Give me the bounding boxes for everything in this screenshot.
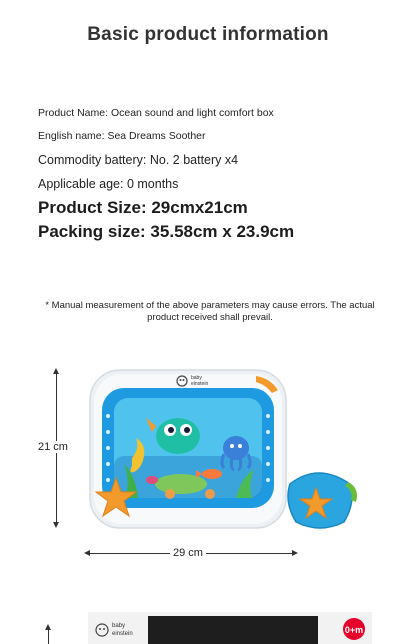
age-info: Applicable age: 0 months bbox=[38, 177, 179, 191]
package-box bbox=[88, 612, 372, 644]
height-label: 21 cm bbox=[35, 441, 71, 453]
width-label: 29 cm bbox=[170, 547, 206, 559]
product-image bbox=[86, 366, 366, 538]
brand-text-2: einstein bbox=[191, 381, 209, 387]
english-name: English name: Sea Dreams Soother bbox=[38, 130, 206, 142]
package-brand-text: baby bbox=[112, 623, 126, 629]
remote-shell-icon bbox=[288, 473, 357, 528]
packing-size: Packing size: 35.58cm x 23.9cm bbox=[38, 222, 295, 241]
measurement-note: * Manual measurement of the above parameters may cause errors. The actual product received shall prevail. bbox=[45, 300, 375, 323]
package-brand-text-2: einstein bbox=[112, 631, 133, 637]
turtle-icon bbox=[156, 418, 200, 454]
product-size: Product Size: 29cmx21cm bbox=[38, 198, 248, 217]
age-badge-text: 0+m bbox=[344, 625, 364, 635]
product-name: Product Name: Ocean sound and light comfort box bbox=[38, 107, 274, 119]
page-title: Basic product information bbox=[87, 24, 329, 45]
battery-info: Commodity battery: No. 2 battery x4 bbox=[38, 153, 239, 167]
brand-text: baby bbox=[191, 375, 202, 381]
